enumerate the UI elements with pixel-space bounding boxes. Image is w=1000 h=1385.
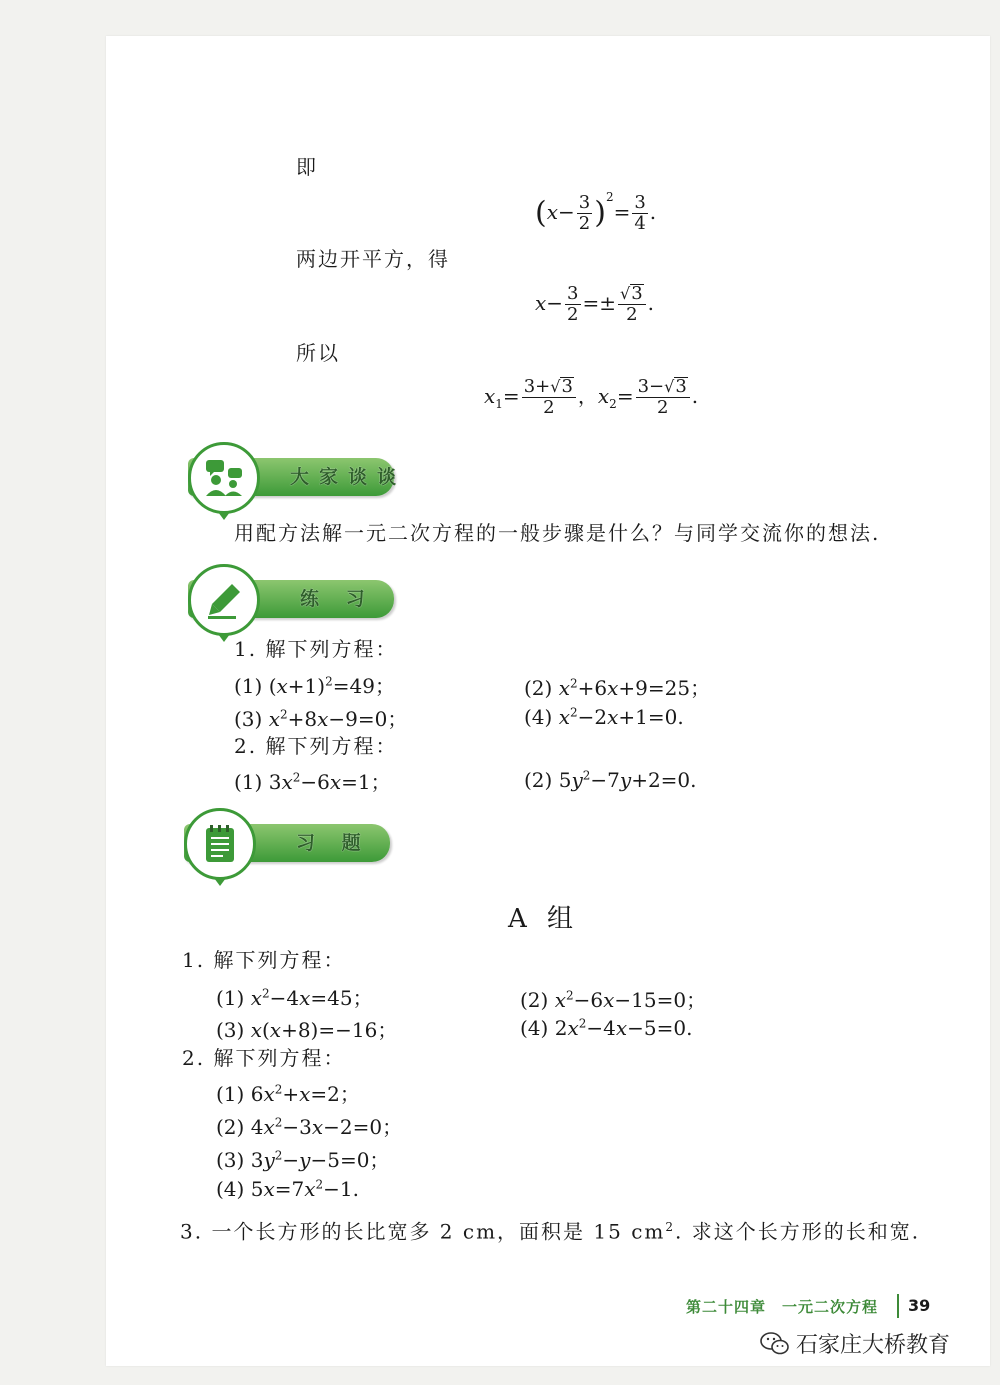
discuss-question: 用配方法解一元二次方程的一般步骤是什么？与同学交流你的想法. bbox=[234, 521, 881, 545]
practice-banner bbox=[168, 564, 408, 624]
text-ji: 即 bbox=[296, 155, 318, 179]
practice-q1-1: (1) $(x+1)^2=49$； bbox=[234, 674, 395, 698]
group-a-q2-2-label: (2) bbox=[216, 1115, 245, 1139]
notepad-icon bbox=[202, 824, 238, 864]
group-a-q1-4-label: (4) bbox=[520, 1016, 549, 1040]
text-take-square-root: 两边开平方，得 bbox=[296, 247, 450, 271]
footer-chapter-title: 第二十四章 一元二次方程 bbox=[686, 1298, 879, 1316]
text-suoyi: 所以 bbox=[296, 341, 340, 365]
exercise-banner bbox=[164, 808, 404, 868]
group-a-q2-2: (2) $4x^2-3x-2=0$； bbox=[216, 1115, 403, 1139]
group-a-q2-1: (1) $6x^2+x=2$； bbox=[216, 1082, 360, 1106]
group-a-q1-1-label: (1) bbox=[216, 986, 245, 1010]
people-talking-icon bbox=[202, 458, 246, 498]
group-a-q1-1: (1) $x^2-4x=45$； bbox=[216, 986, 373, 1010]
group-a-q1-3-label: (3) bbox=[216, 1018, 245, 1042]
pencil-icon bbox=[204, 580, 244, 620]
group-a-q3 bbox=[180, 1214, 920, 1245]
group-a-q2-3: (3) $3y^2-y-5=0$； bbox=[216, 1148, 390, 1172]
practice-q1-2-label: (2) bbox=[524, 676, 553, 700]
group-a-q2: 2. 解下列方程： bbox=[182, 1046, 346, 1070]
group-a-q1-4: (4) $2x^2-4x-5=0$. bbox=[520, 1016, 693, 1040]
practice-q1-3: (3) $x^2+8x-9=0$； bbox=[234, 707, 408, 731]
group-a-q1-2-label: (2) bbox=[520, 988, 549, 1012]
group-a-q3-label: 3. bbox=[180, 1219, 204, 1244]
practice-icon-circle bbox=[188, 564, 260, 636]
practice-q1-1-label: (1) bbox=[234, 674, 263, 698]
practice-q1-4: (4) $x^2-2x+1=0$. bbox=[524, 705, 684, 729]
practice-q2: 2. 解下列方程： bbox=[234, 734, 398, 758]
equation-solutions: $x_1=$ 3+ √ 3 2 ，$x_2=$ 3− √ 3 2 . bbox=[484, 376, 699, 418]
watermark bbox=[760, 1328, 950, 1359]
practice-title: 练 习 bbox=[300, 588, 375, 610]
watermark-text: 石家庄大桥教育 bbox=[796, 1333, 951, 1358]
practice-q2-2: (2) $5y^2-7y+2=0$. bbox=[524, 768, 697, 792]
group-a-q1: 1. 解下列方程： bbox=[182, 948, 346, 972]
practice-q1-4-label: (4) bbox=[524, 705, 553, 729]
group-a-title: A 组 bbox=[508, 904, 580, 934]
discuss-icon-circle bbox=[188, 442, 260, 514]
equation-square-root: x− $\frac{3}{2}$ =± √ 3 2 . bbox=[535, 283, 655, 325]
group-a-q2-1-label: (1) bbox=[216, 1082, 245, 1106]
practice-q1: 1. 解下列方程： bbox=[234, 637, 398, 661]
group-a-q2-3-label: (3) bbox=[216, 1148, 245, 1172]
group-a-q1-3: (3) x(x+8)=−16； bbox=[216, 1018, 398, 1042]
group-a-q3-text-2: . 求这个长方形的长和宽. bbox=[675, 1219, 921, 1244]
group-a-q2-4-label: (4) bbox=[216, 1177, 245, 1201]
page-number: 39 bbox=[908, 1296, 931, 1315]
discuss-banner bbox=[168, 442, 408, 502]
wechat-icon bbox=[760, 1331, 790, 1357]
group-a-q1-2: (2) $x^2-6x-15=0$； bbox=[520, 988, 707, 1012]
discuss-title: 大家谈谈 bbox=[290, 466, 407, 488]
practice-q1-3-label: (3) bbox=[234, 707, 263, 731]
practice-q2-1-label: (1) bbox=[234, 770, 263, 794]
group-a-q3-text-1: 一个长方形的长比宽多 2 cm，面积是 15 cm bbox=[211, 1219, 666, 1244]
equation-completed-square: (x− $\frac{3}{2}$ )$^2$= $\frac{3}{4}$ . bbox=[535, 190, 657, 234]
practice-q2-2-label: (2) bbox=[524, 768, 553, 792]
group-a-q2-4: (4) $5x=7x^2-1$. bbox=[216, 1177, 359, 1201]
footer-separator bbox=[897, 1294, 899, 1318]
practice-q1-2: (2) $x^2+6x+9=25$； bbox=[524, 676, 711, 700]
group-a-q3-sup: 2 bbox=[665, 1220, 676, 1234]
exercise-icon-circle bbox=[184, 808, 256, 880]
practice-q2-1: (1) $3x^2-6x=1$； bbox=[234, 770, 391, 794]
exercise-title: 习 题 bbox=[296, 832, 371, 854]
